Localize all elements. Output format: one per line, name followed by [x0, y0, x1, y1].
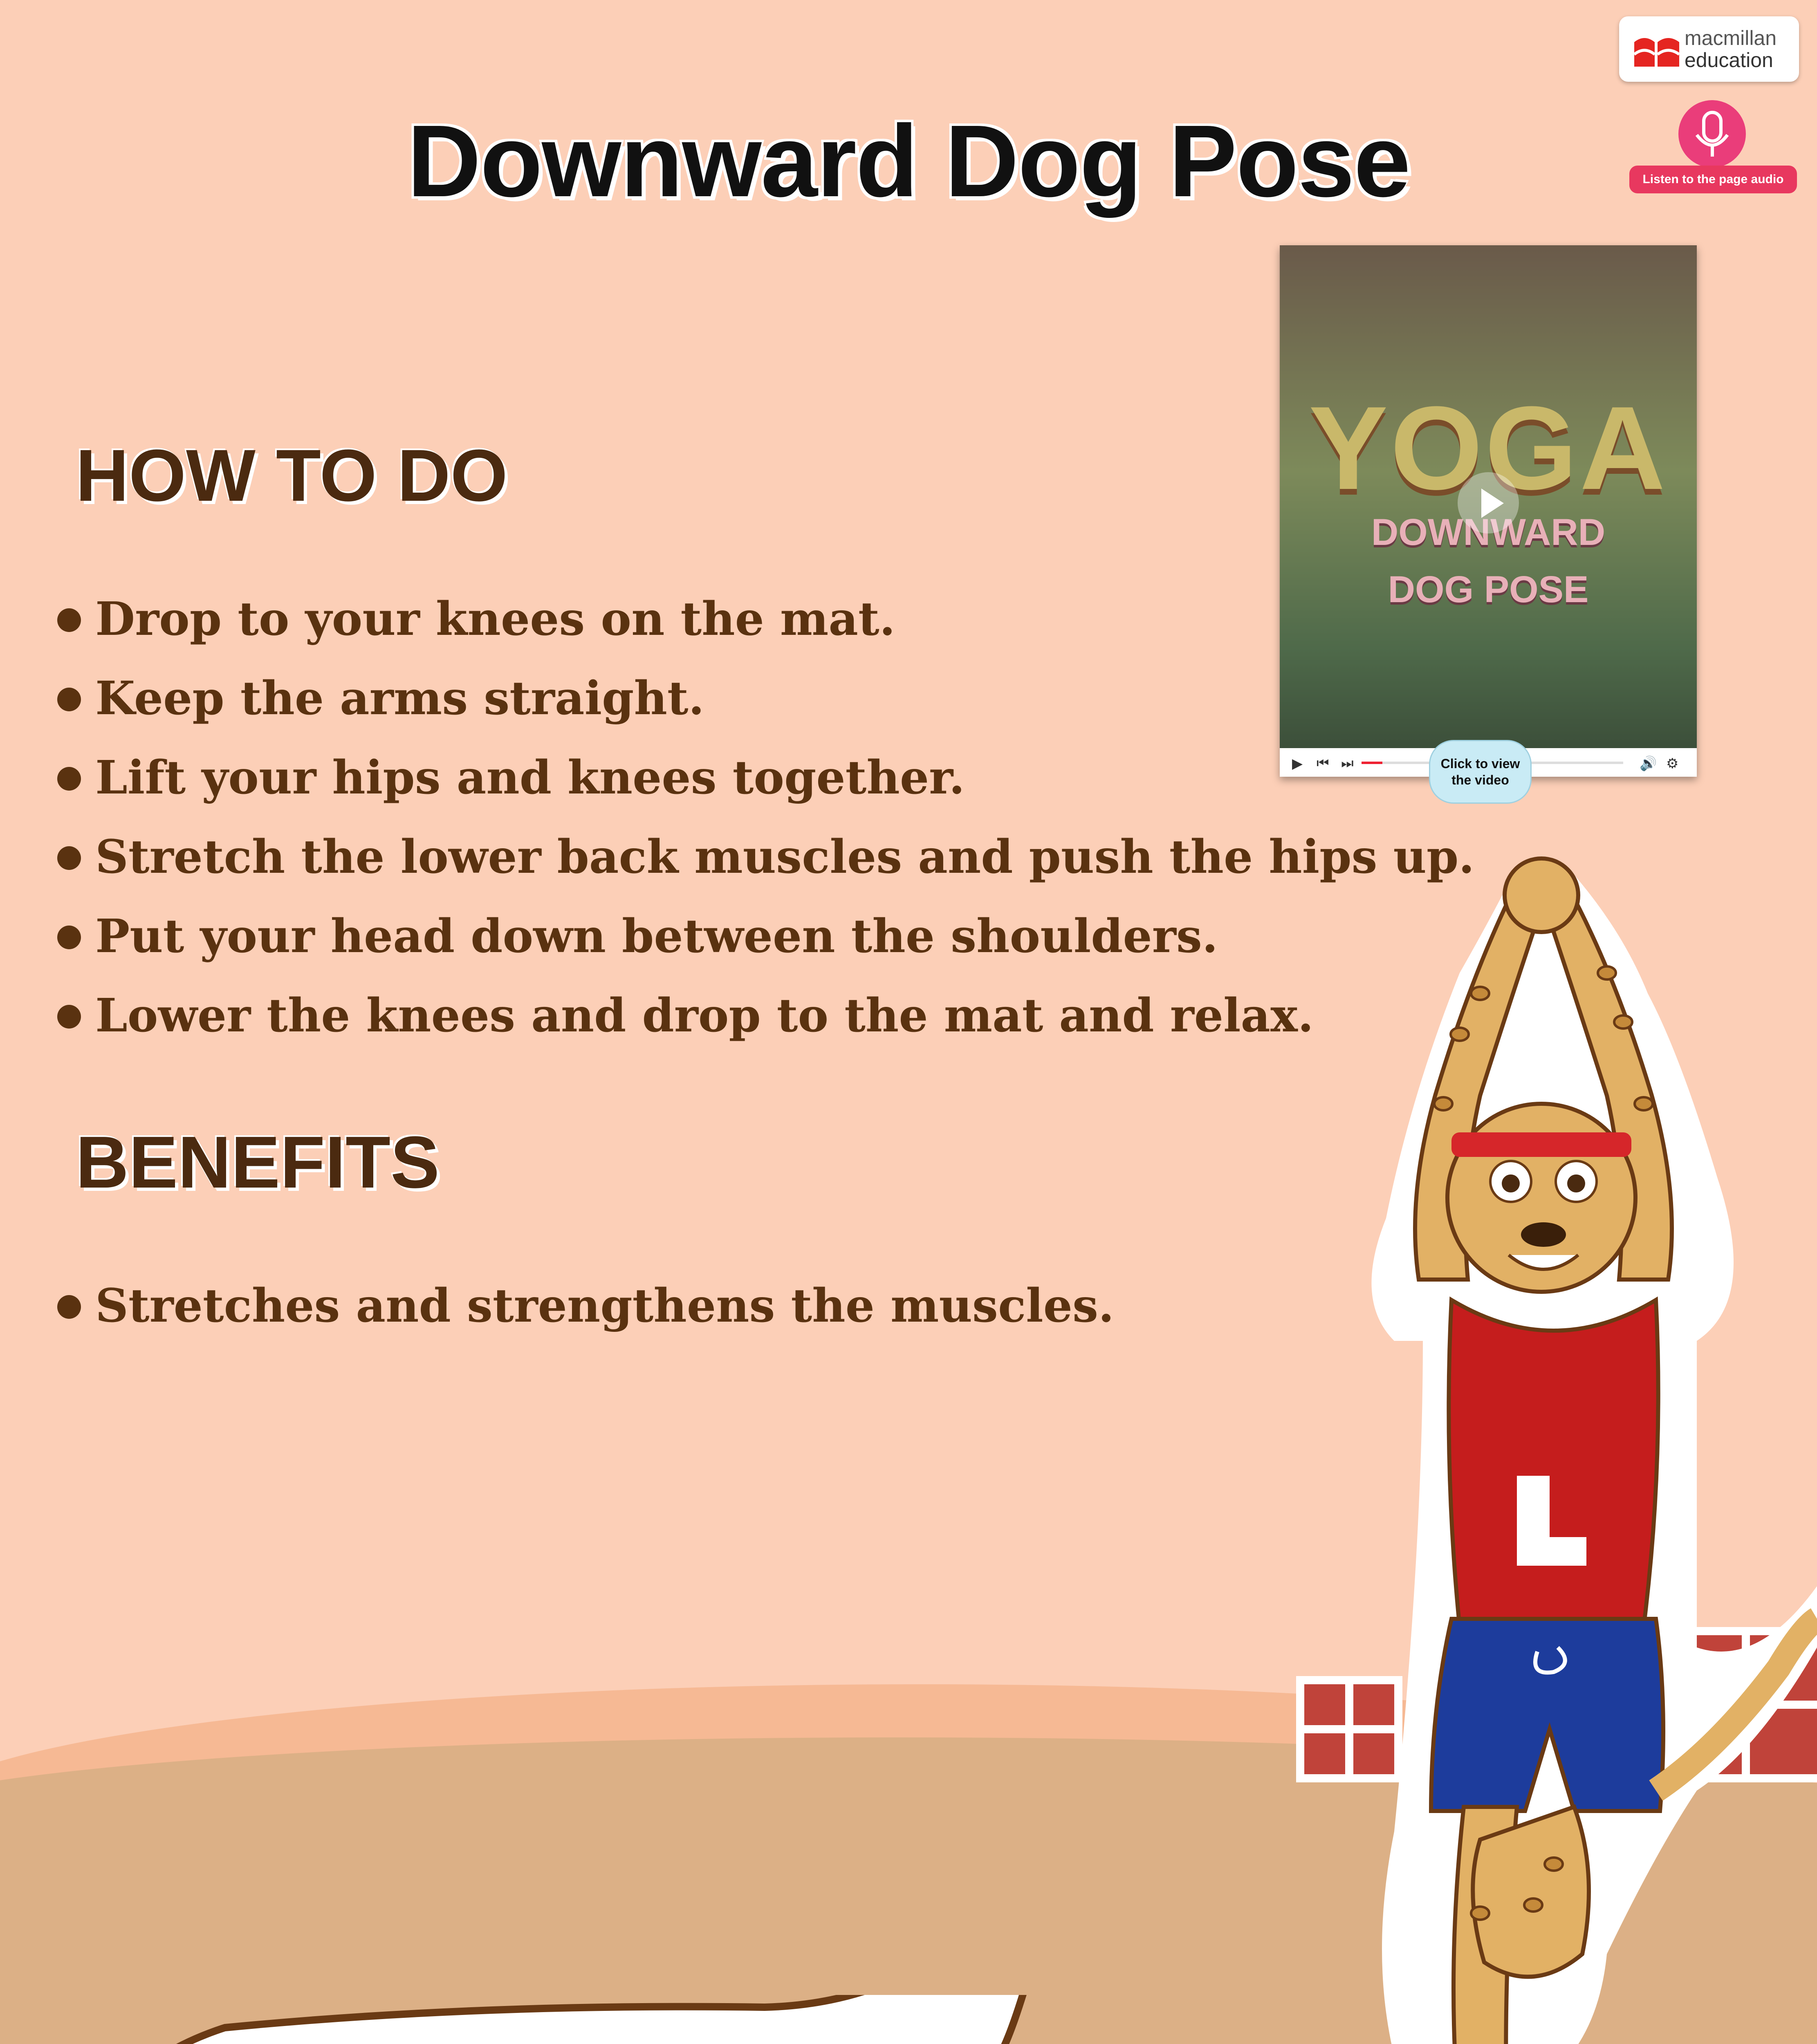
- video-subtitle-line-2: DOG POSE: [1388, 569, 1589, 610]
- step-text: Keep the arms straight.: [95, 672, 704, 725]
- step-text: Drop to your knees on the mat.: [95, 592, 895, 646]
- step-text: Lift your hips and knees together.: [95, 751, 965, 805]
- play-overlay-icon[interactable]: [1458, 472, 1519, 533]
- bullet-icon: [57, 1005, 81, 1029]
- leopard-character-illustration: [1288, 850, 1817, 2044]
- step-text: Stretch the lower back muscles and push the hips up.: [95, 830, 1475, 884]
- speech-bubble: [70, 1995, 1112, 2044]
- list-item: [57, 985, 1474, 1065]
- previous-icon[interactable]: ⏮: [1317, 755, 1329, 771]
- video-subtitle-line-1: DOWNWARD: [1371, 511, 1606, 553]
- benefits-list: [57, 1275, 1114, 1337]
- video-player[interactable]: [1280, 245, 1697, 777]
- list-item: [57, 589, 1474, 668]
- list-item: [57, 906, 1474, 985]
- bullet-icon: [57, 608, 81, 632]
- listen-audio-button[interactable]: Listen to the page audio: [1629, 166, 1797, 193]
- macmillan-logo-icon: [1632, 32, 1681, 69]
- benefit-text: Stretches and strengthens the muscles.: [95, 1279, 1114, 1333]
- volume-icon[interactable]: 🔊: [1640, 756, 1657, 771]
- video-title: YOGA: [1309, 382, 1668, 514]
- logo-text: [1685, 27, 1777, 71]
- bullet-icon: [57, 688, 81, 711]
- page-title: Downward Dog Pose: [407, 104, 1410, 218]
- step-text: Put your head down between the shoulders.: [95, 910, 1218, 963]
- step-text: Lower the knees and drop to the mat and relax.: [95, 989, 1314, 1042]
- list-item: [57, 1275, 1114, 1337]
- view-video-button[interactable]: Click to view the video: [1429, 740, 1532, 804]
- list-item: [57, 668, 1474, 747]
- how-to-heading: HOW TO DO: [76, 435, 508, 517]
- bullet-icon: [57, 1295, 81, 1319]
- logo-line-2: education: [1685, 49, 1773, 72]
- bullet-icon: [57, 926, 81, 949]
- settings-icon[interactable]: ⚙: [1666, 756, 1679, 771]
- macmillan-logo[interactable]: [1619, 16, 1799, 82]
- bullet-icon: [57, 767, 81, 791]
- benefits-heading: BENEFITS: [76, 1121, 440, 1204]
- list-item: [57, 747, 1474, 827]
- how-to-list: [57, 589, 1474, 1065]
- bullet-icon: [57, 846, 81, 870]
- video-progress-fill: [1362, 762, 1382, 764]
- list-item: [57, 827, 1474, 906]
- play-icon[interactable]: ▶: [1292, 756, 1303, 771]
- logo-line-1: macmillan: [1685, 27, 1777, 49]
- next-icon[interactable]: ⏭: [1341, 755, 1354, 771]
